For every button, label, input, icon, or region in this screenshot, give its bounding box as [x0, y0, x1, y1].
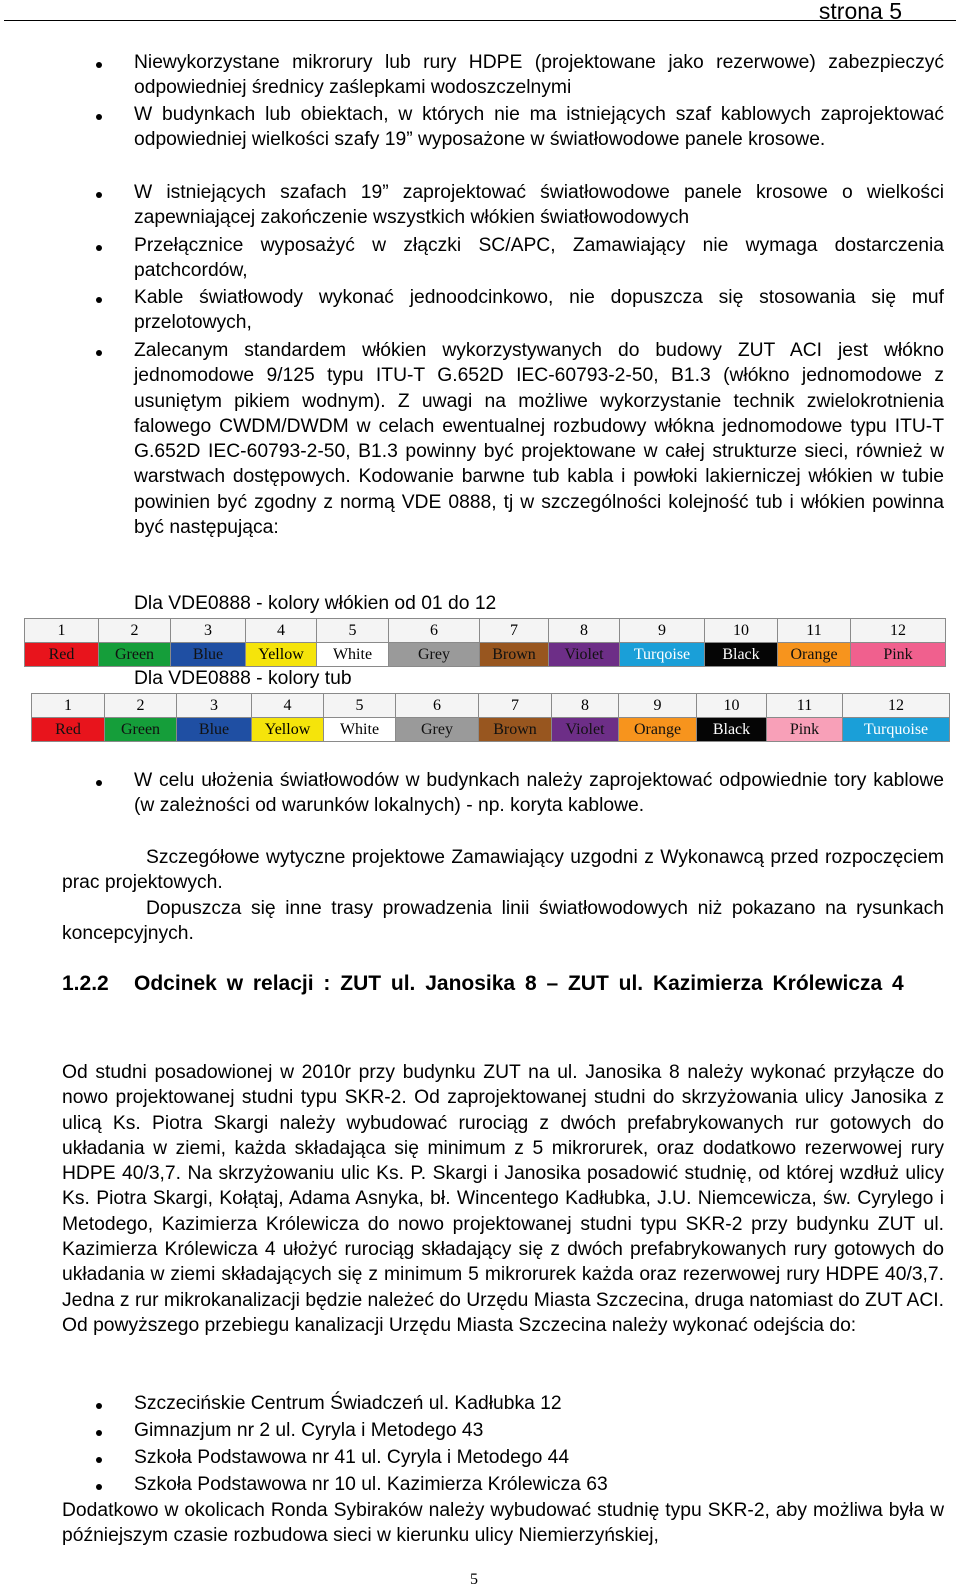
number-cell: 3: [177, 694, 252, 718]
page-header: strona 5: [818, 0, 902, 24]
bullet-icon: [96, 245, 102, 251]
bullet-icon: [96, 114, 102, 120]
bullet-icon: [96, 1484, 102, 1490]
color-cell: Pink: [767, 718, 843, 742]
number-cell: 4: [246, 619, 317, 643]
number-cell: 10: [697, 694, 767, 718]
number-cell: 5: [317, 619, 389, 643]
list-item: Szkoła Podstawowa nr 41 ul. Cyryla i Metodego 44: [62, 1445, 944, 1470]
color-cell: Brown: [479, 718, 552, 742]
bullet-icon: [96, 62, 102, 68]
number-cell: 8: [552, 694, 619, 718]
list-item: Zalecanym standardem włókien wykorzystywanych do budowy ZUT ACI jest włókno jednomodowe 9/125 typu ITU-T G.652D IEC-60793-2-50, B1.3 (włókno jednomodowe z usuniętym pikiem wodnym). Z uwagi na możliwe wykorzystanie technik zwielokrotnienia falowego CWDM/DWDM w celach ewentualnej rozbudowy włókna jednomodowe typu ITU-T G.652D IEC-60793-2-50, B1.3 powinny być projektowane w całej strukturze sieci, również w warstwach dostępowych. Kodowanie barwne tub kabla i powłoki lakierniczej włókien w tubie powinien być zgodny z normą VDE 0888, tj w szczególności kolejność tub i włókien powinna być następująca:: [62, 338, 944, 540]
bullet-icon: [96, 350, 102, 356]
color-cell: Black: [705, 643, 778, 667]
color-cell: Yellow: [252, 718, 324, 742]
fiber-number-row: [25, 619, 946, 643]
color-cell: Black: [697, 718, 767, 742]
bullet-icon: [96, 192, 102, 198]
color-cell: Grey: [396, 718, 479, 742]
number-cell: 5: [324, 694, 396, 718]
tube-color-row: [32, 718, 950, 742]
section-title: Odcinek w relacji : ZUT ul. Janosika 8 – ZUT ul. Kazimierza Królewicza 4: [134, 972, 904, 995]
header-rule: [4, 20, 956, 21]
color-cell: Red: [32, 718, 105, 742]
color-cell: Green: [105, 718, 177, 742]
bullet-icon: [96, 1430, 102, 1436]
number-cell: 4: [252, 694, 324, 718]
page-number: 5: [470, 1571, 478, 1588]
bullet-icon: [96, 1457, 102, 1463]
color-cell: White: [317, 643, 389, 667]
list-item: W celu ułożenia światłowodów w budynkach należy zaprojektować odpowiednie tory kablowe (w zależności od warunków lokalnych) - np. koryta kablowe.: [62, 768, 944, 819]
number-cell: 7: [480, 619, 549, 643]
color-cell: Violet: [552, 718, 619, 742]
number-cell: 7: [479, 694, 552, 718]
paragraph: Dopuszcza się inne trasy prowadzenia linii światłowodowych niż pokazano na rysunkach koncepcyjnych.: [62, 898, 944, 945]
color-cell: Blue: [171, 643, 246, 667]
color-cell: White: [324, 718, 396, 742]
color-cell: Yellow: [246, 643, 317, 667]
section-heading: [62, 970, 944, 998]
list-item: Szczecińskie Centrum Świadczeń ul. Kadłubka 12: [62, 1391, 944, 1416]
color-cell: Turquoise: [843, 718, 950, 742]
number-cell: 6: [396, 694, 479, 718]
closing-paragraph: Dodatkowo w okolicach Ronda Sybiraków należy wybudować studnię typu SKR-2, aby możliwa była w późniejszym czasie rozbudowa sieci w kierunku ulicy Niemierzyńskiej,: [62, 1500, 944, 1547]
list-item: Kable światłowody wykonać jednoodcinkowo, nie dopuszcza się stosowania się muf przelotowych,: [62, 285, 944, 336]
number-cell: 12: [851, 619, 946, 643]
fiber-color-row: [25, 643, 946, 667]
color-cell: Grey: [389, 643, 480, 667]
list-item: W istniejących szafach 19” zaprojektować światłowodowe panele krosowe o wielkości zapewniającej zakończenie wszystkich włókien światłowodowych: [62, 180, 944, 231]
list-item: Gimnazjum nr 2 ul. Cyryla i Metodego 43: [62, 1418, 944, 1443]
bullet-icon: [96, 297, 102, 303]
fiber-colors-table: [24, 618, 946, 667]
number-cell: 8: [549, 619, 620, 643]
section-number: 1.2.2: [62, 972, 109, 995]
list-item: Szkoła Podstawowa nr 10 ul. Kazimierza Królewicza 63: [62, 1472, 944, 1497]
color-cell: Turqoise: [620, 643, 705, 667]
number-cell: 11: [767, 694, 843, 718]
number-cell: 6: [389, 619, 480, 643]
list-item: Przełącznice wyposażyć w złączki SC/APC, Zamawiający nie wymaga dostarczenia patchcordów,: [62, 233, 944, 284]
tube-table-caption: Dla VDE0888 - kolory tub: [134, 668, 352, 689]
color-cell: Orange: [778, 643, 851, 667]
number-cell: 9: [619, 694, 697, 718]
fiber-table-caption: Dla VDE0888 - kolory włókien od 01 do 12: [134, 593, 497, 614]
color-cell: Blue: [177, 718, 252, 742]
number-cell: 10: [705, 619, 778, 643]
tube-number-row: [32, 694, 950, 718]
paragraph: Szczegółowe wytyczne projektowe Zamawiający uzgodni z Wykonawcą przed rozpoczęciem prac projektowych.: [62, 847, 944, 894]
list-item: Niewykorzystane mikrorury lub rury HDPE (projektowane jako rezerwowe) zabezpieczyć odpowiedniej średnicy zaślepkami wodoszczelnymi: [62, 50, 944, 101]
number-cell: 1: [25, 619, 99, 643]
bullet-icon: [96, 780, 102, 786]
number-cell: 2: [105, 694, 177, 718]
number-cell: 11: [778, 619, 851, 643]
list-item: W budynkach lub obiektach, w których nie ma istniejących szaf kablowych zaprojektować odpowiedniej wielkości szafy 19” wyposażone w światłowodowe panele krosowe.: [62, 102, 944, 153]
number-cell: 12: [843, 694, 950, 718]
tube-colors-table: [31, 693, 950, 742]
color-cell: Pink: [851, 643, 946, 667]
color-cell: Brown: [480, 643, 549, 667]
body-paragraph: Od studni posadowionej w 2010r przy budynku ZUT na ul. Janosika 8 należy wykonać przyłącze do nowo projektowanej studni typu SKR-2. Od zaprojektowanej studni do skrzyżowania ulicy Janosika z ulicą Ks. Piotra Skargi należy wybudować rurociąg z dwóch prefabrykowanych rur gotowych do układania w ziemi, każda składająca się minimum z 5 mikrorurek, oraz dodatkowo rezerwowej rury HDPE 40/3,7. Na skrzyżowaniu ulic Ks. P. Skargi i Janosika posadowić studnię, od której wzdłuż ulicy Ks. Piotra Skargi, Kołątaj, Adama Asnyka, bł. Wincentego Kadłubka, J.U. Niemcewicza, św. Cyrylego i Metodego, Kazimierza Królewicza do nowo projektowanej studni typu SKR-2 przy budynku ZUT ul. Kazimierza Królewicza 4 ułożyć rurociąg składający się z dwóch prefabrykowanych rury gotowych do układania w ziemi składających się z minimum 5 mikrorurek każda oraz rezerwowej rury HDPE 40/3,7. Jedna z rur mikrokanalizacji będzie należeć do Urzędu Miasta Szczecina, druga natomiast do ZUT ACI. Od powyższego przebiegu kanalizacji Urzędu Miasta Szczecina należy wykonać odejścia do:: [62, 1062, 944, 1336]
color-cell: Red: [25, 643, 99, 667]
number-cell: 9: [620, 619, 705, 643]
color-cell: Violet: [549, 643, 620, 667]
number-cell: 1: [32, 694, 105, 718]
bullet-icon: [96, 1403, 102, 1409]
color-cell: Green: [99, 643, 171, 667]
color-cell: Orange: [619, 718, 697, 742]
number-cell: 3: [171, 619, 246, 643]
number-cell: 2: [99, 619, 171, 643]
